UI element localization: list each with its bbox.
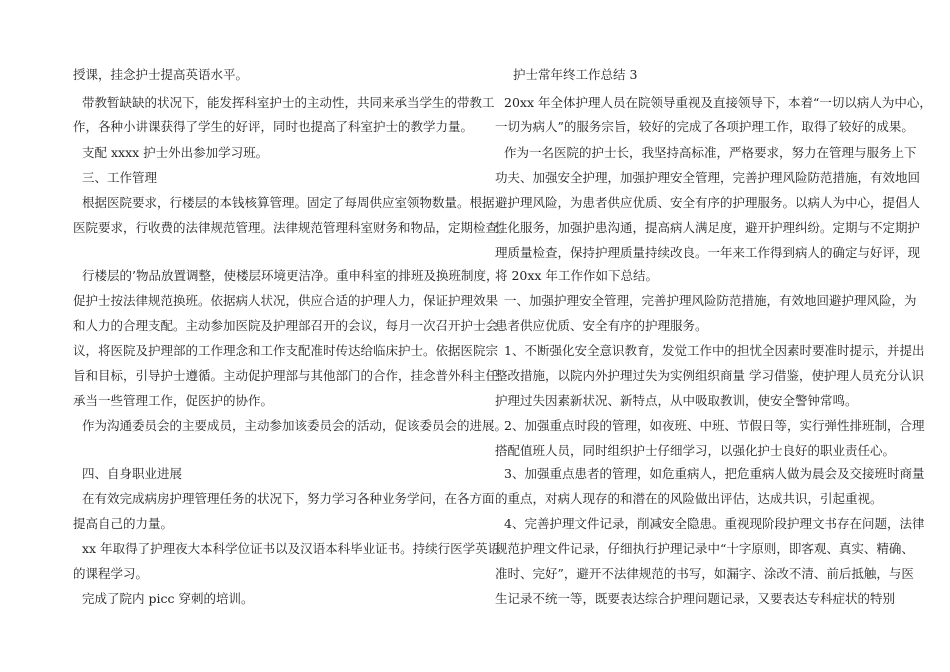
text-line: 的重点，对病人现存的和潜在的风险做出评估，达成共识，引起重视。: [495, 491, 883, 506]
text-line: 议，将医院及护理部的工作理念和工作支配准时传达给临床护士。依据医院宗: [73, 343, 499, 358]
text-line: 完成了院内 picc 穿刺的培训。: [82, 591, 254, 606]
text-line: 在有效完成病房护理管理任务的状况下，努力学习各种业务学问，在各方面: [82, 491, 495, 506]
text-line: 和人力的合理支配。主动参加医院及护理部召开的会议，每月一次召开护士会: [73, 318, 499, 333]
text-line: 带教暂缺缺的状况下，能发挥科室护士的主动性，共同来承当学生的带教工: [82, 95, 495, 110]
text-line: 性化服务，加强护患沟通，提高病人满足度，避开护理纠纷。定期与不定期护: [495, 220, 921, 235]
document-title: 护士常年终工作总结 3: [513, 67, 638, 82]
text-line: 授课，挂念护士提高英语水平。: [73, 67, 249, 82]
text-line: 2、加强重点时段的管理，如夜班、中班、节假日等，实行弹性排班制，合理: [504, 418, 925, 433]
text-line: 功夫、加强安全护理，加强护理安全管理，完善护理风险防范措施，有效地回: [495, 170, 921, 185]
text-line: 一切为病人”的服务宗旨，较好的完成了各项护理工作，取得了较好的成果。: [495, 119, 914, 134]
text-line: 20xx 年全体护理人员在院领导重视及直接领导下，本着“一切以病人为中心，: [504, 95, 932, 110]
text-line: 医院要求，行收费的法律规范管理。法律规范管理科室财务和物品，定期检查。: [73, 220, 511, 235]
text-line: 提高自己的力量。: [73, 516, 174, 531]
text-line: 规范护理文件记录，仔细执行护理记录中“十字原则，即客观、真实、精确、: [495, 541, 914, 556]
section-heading: 四、自身职业进展: [82, 466, 183, 481]
text-line: 生记录不统一等，既要表达综合护理问题记录，又要表达专科症状的特别: [495, 591, 896, 606]
text-line: 支配 xxxx 护士外出参加学习班。: [82, 145, 269, 160]
text-line: 准时、完好”，避开不法律规范的书写，如漏字、涂改不清、前后抵触，与医: [495, 566, 914, 581]
text-line: 作为一名医院的护士长，我坚持高标准，严格要求，努力在管理与服务上下: [504, 145, 917, 160]
text-line: 将 20xx 年工作作如下总结。: [495, 268, 658, 283]
text-line: 搭配值班人员，同时组织护士仔细学习，以强化护士良好的职业责任心。: [495, 443, 896, 458]
text-line: 1、不断强化安全意识教育，发觉工作中的担忧全因素时要准时提示，并提出: [504, 343, 925, 358]
section-heading: 三、工作管理: [82, 170, 158, 185]
text-line: 患者供应优质、安全有序的护理服务。: [495, 318, 708, 333]
text-line: 行楼层的’物品放置调整，使楼层环境更洁净。重申科室的排班及换班制度，: [82, 268, 499, 283]
text-line: 整改措施，以院内外护理过失为实例组织商量 学习借鉴，使护理人员充分认识: [495, 368, 924, 383]
text-line: 的课程学习。: [73, 566, 149, 581]
section-heading: 一、加强护理安全管理，完善护理风险防范措施，有效地回避护理风险，为: [504, 293, 917, 308]
text-line: 旨和目标，引导护士遵循。主动促护理部与其他部门的合作，挂念普外科主任: [73, 368, 499, 383]
text-line: 理质量检查，保持护理质量持续改良。一年来工作得到病人的确定与好评，现: [495, 245, 921, 260]
text-line: 作为沟通委员会的主要成员，主动参加该委员会的活动，促该委员会的进展。: [82, 418, 508, 433]
text-line: xx 年取得了护理夜大本科学位证书以及汉语本科毕业证书。持续行医学英语: [82, 541, 501, 556]
text-line: 作，各种小讲课获得了学生的好评，同时也提高了科室护士的教学力量。: [73, 119, 474, 134]
text-line: 4、完善护理文件记录，削减安全隐患。重视现阶段护理文书存在问题，法律: [504, 516, 925, 531]
text-line: 护理过失因素新状况、新特点，从中吸取教训，使安全警钟常鸣。: [495, 393, 858, 408]
text-line: 根据医院要求，行楼层的本钱核算管理。固定了每周供应室领物数量。根据: [82, 195, 495, 210]
text-line: 3、加强重点患者的管理，如危重病人，把危重病人做为晨会及交接班时商量: [504, 466, 925, 481]
text-line: 避护理风险，为患者供应优质、安全有序的护理服务。以病人为中心，提倡人: [495, 195, 921, 210]
text-line: 促护士按法律规范换班。依据病人状况，供应合适的护理人力，保证护理效果: [73, 293, 499, 308]
text-line: 承当一些管理工作，促医护的协作。: [73, 393, 274, 408]
